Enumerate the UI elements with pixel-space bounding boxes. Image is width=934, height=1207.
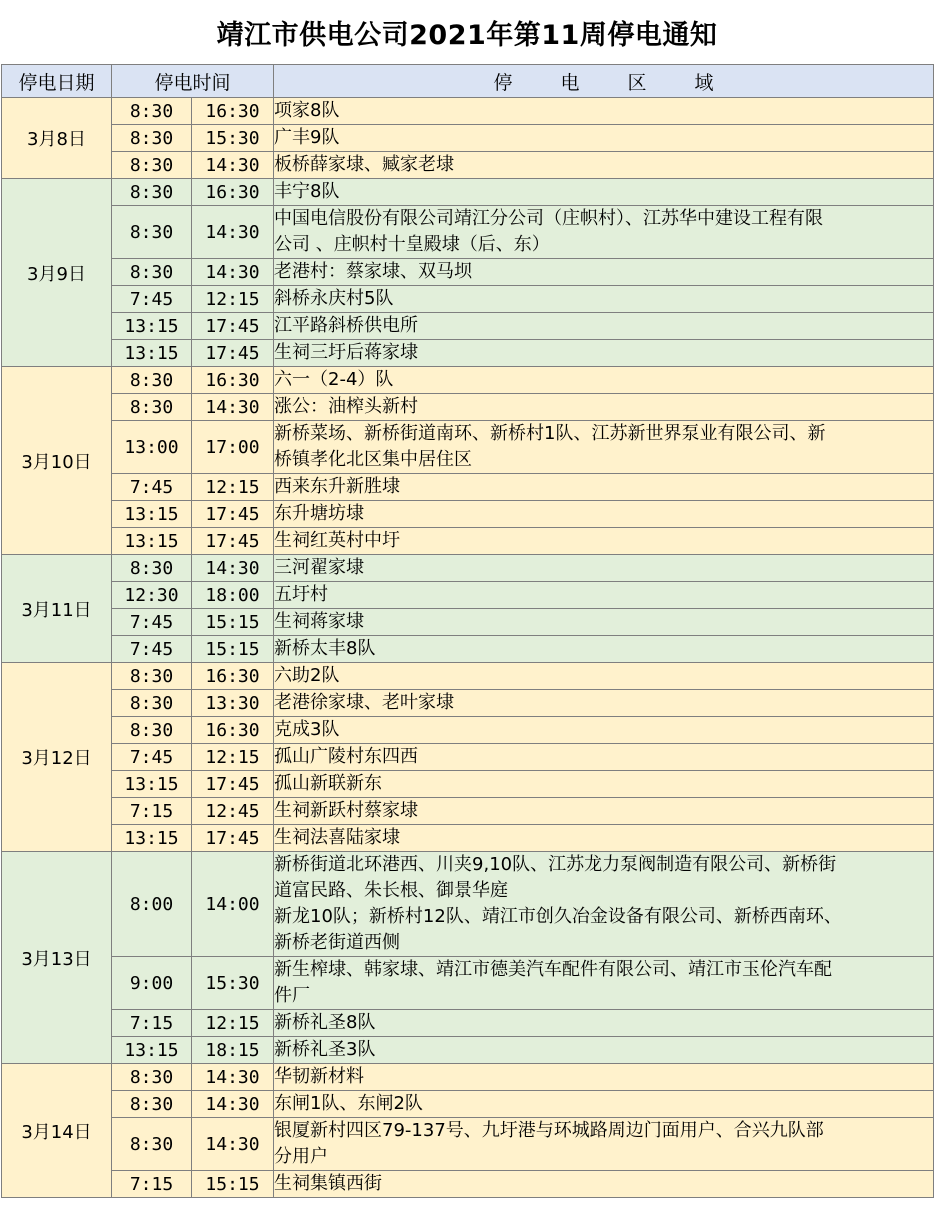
end-time-cell: 14:30 (192, 152, 274, 179)
header-row (2, 65, 934, 98)
table-row (2, 179, 934, 206)
area-cell (274, 152, 934, 179)
end-time-cell: 16:30 (192, 663, 274, 690)
area-line: 广丰9队 (274, 127, 340, 148)
date-cell: 3月9日 (2, 179, 112, 367)
area-cell (274, 1118, 934, 1171)
table-row (2, 798, 934, 825)
table-row (2, 1118, 934, 1171)
end-time-cell: 12:15 (192, 474, 274, 501)
area-line: 板桥薛家埭、臧家老埭 (274, 154, 455, 175)
table-row (2, 528, 934, 555)
start-time-cell: 8:30 (112, 717, 192, 744)
table-row (2, 957, 934, 1010)
start-time-cell: 7:45 (112, 744, 192, 771)
area-cell (274, 1091, 934, 1118)
end-time-cell: 15:30 (192, 957, 274, 1010)
start-time-cell: 13:15 (112, 528, 192, 555)
table-row (2, 609, 934, 636)
area-cell (274, 663, 934, 690)
outage-table (1, 64, 934, 1198)
area-cell (274, 501, 934, 528)
area-line: 西来东升新胜埭 (274, 476, 401, 497)
table-row (2, 1171, 934, 1198)
table-row (2, 421, 934, 474)
start-time-cell: 7:45 (112, 286, 192, 313)
area-line: 新龙10队；新桥村12队、靖江市创久冶金设备有限公司、新桥西南环、 (274, 906, 842, 927)
end-time-cell: 16:30 (192, 98, 274, 125)
area-line: 老港村：蔡家埭、双马坝 (274, 261, 473, 282)
start-time-cell: 8:30 (112, 690, 192, 717)
table-row (2, 771, 934, 798)
area-cell (274, 690, 934, 717)
table-row (2, 1064, 934, 1091)
area-cell (274, 1064, 934, 1091)
start-time-cell: 8:30 (112, 1064, 192, 1091)
table-row (2, 1010, 934, 1037)
area-line: 丰宁8队 (274, 181, 340, 202)
table-row (2, 206, 934, 259)
table-row (2, 394, 934, 421)
start-time-cell: 7:45 (112, 474, 192, 501)
area-line: 五圩村 (274, 584, 329, 605)
area-cell (274, 825, 934, 852)
area-cell (274, 98, 934, 125)
area-cell (274, 1037, 934, 1064)
end-time-cell: 17:45 (192, 528, 274, 555)
date-cell: 3月10日 (2, 367, 112, 555)
area-cell (274, 394, 934, 421)
end-time-cell: 14:30 (192, 1091, 274, 1118)
table-row (2, 286, 934, 313)
date-cell: 3月12日 (2, 663, 112, 852)
area-cell (274, 528, 934, 555)
end-time-cell: 14:30 (192, 555, 274, 582)
table-row (2, 501, 934, 528)
table-row (2, 152, 934, 179)
date-cell: 3月14日 (2, 1064, 112, 1198)
start-time-cell: 8:30 (112, 179, 192, 206)
area-cell (274, 798, 934, 825)
area-line: 公司 、庄帜村十皇殿埭（后、东） (274, 234, 550, 255)
start-time-cell: 9:00 (112, 957, 192, 1010)
table-row (2, 852, 934, 957)
start-time-cell: 8:30 (112, 1091, 192, 1118)
table-row (2, 555, 934, 582)
area-line: 新桥礼圣3队 (274, 1039, 376, 1060)
end-time-cell: 15:15 (192, 1171, 274, 1198)
table-row (2, 825, 934, 852)
area-cell (274, 286, 934, 313)
area-line: 三河翟家埭 (274, 557, 365, 578)
area-cell (274, 1171, 934, 1198)
date-cell: 3月13日 (2, 852, 112, 1064)
end-time-cell: 14:00 (192, 852, 274, 957)
date-cell: 3月11日 (2, 555, 112, 663)
table-row (2, 582, 934, 609)
table-row (2, 1037, 934, 1064)
start-time-cell: 13:15 (112, 340, 192, 367)
end-time-cell: 13:30 (192, 690, 274, 717)
start-time-cell: 8:30 (112, 259, 192, 286)
header-date: 停电日期 (2, 65, 112, 98)
area-cell (274, 636, 934, 663)
area-line: 克成3队 (274, 719, 340, 740)
start-time-cell: 8:30 (112, 98, 192, 125)
end-time-cell: 14:30 (192, 1118, 274, 1171)
area-cell (274, 125, 934, 152)
table-row (2, 474, 934, 501)
end-time-cell: 18:15 (192, 1037, 274, 1064)
area-cell (274, 609, 934, 636)
start-time-cell: 8:00 (112, 852, 192, 957)
start-time-cell: 13:15 (112, 1037, 192, 1064)
area-line: 新桥礼圣8队 (274, 1012, 376, 1033)
end-time-cell: 14:30 (192, 206, 274, 259)
end-time-cell: 17:45 (192, 771, 274, 798)
area-line: 华韧新材料 (274, 1066, 365, 1087)
table-row (2, 259, 934, 286)
start-time-cell: 13:15 (112, 825, 192, 852)
end-time-cell: 12:15 (192, 1010, 274, 1037)
table-row (2, 663, 934, 690)
start-time-cell: 13:00 (112, 421, 192, 474)
area-cell (274, 582, 934, 609)
start-time-cell: 8:30 (112, 663, 192, 690)
area-line: 涨公：油榨头新村 (274, 396, 419, 417)
area-cell (274, 259, 934, 286)
start-time-cell: 8:30 (112, 367, 192, 394)
area-cell (274, 957, 934, 1010)
end-time-cell: 16:30 (192, 717, 274, 744)
area-line: 新桥菜场、新桥街道南环、新桥村1队、江苏新世界泵业有限公司、新 (274, 423, 826, 444)
start-time-cell: 13:15 (112, 771, 192, 798)
end-time-cell: 16:30 (192, 367, 274, 394)
end-time-cell: 12:15 (192, 286, 274, 313)
end-time-cell: 12:15 (192, 744, 274, 771)
area-cell (274, 474, 934, 501)
area-cell (274, 340, 934, 367)
table-row (2, 367, 934, 394)
area-line: 生祠新跃村蔡家埭 (274, 800, 419, 821)
table-row (2, 690, 934, 717)
start-time-cell: 7:45 (112, 609, 192, 636)
table-row (2, 744, 934, 771)
table-body (2, 98, 934, 1198)
area-cell (274, 771, 934, 798)
area-cell (274, 179, 934, 206)
area-line: 新生榨埭、韩家埭、靖江市德美汽车配件有限公司、靖江市玉伦汽车配 (274, 959, 833, 980)
table-row (2, 340, 934, 367)
end-time-cell: 14:30 (192, 394, 274, 421)
start-time-cell: 8:30 (112, 555, 192, 582)
area-line: 生祠三圩后蒋家埭 (274, 342, 419, 363)
start-time-cell: 13:15 (112, 313, 192, 340)
area-line: 件厂 (274, 985, 311, 1006)
date-cell: 3月8日 (2, 98, 112, 179)
end-time-cell: 12:45 (192, 798, 274, 825)
area-line: 新桥老街道西侧 (274, 932, 401, 953)
end-time-cell: 17:45 (192, 825, 274, 852)
start-time-cell: 8:30 (112, 1118, 192, 1171)
area-line: 六助2队 (274, 665, 340, 686)
area-line: 新桥街道北环港西、川夹9,10队、江苏龙力泵阀制造有限公司、新桥街 (274, 854, 837, 875)
area-line: 斜桥永庆村5队 (274, 288, 394, 309)
table-row (2, 125, 934, 152)
start-time-cell: 12:30 (112, 582, 192, 609)
end-time-cell: 15:15 (192, 609, 274, 636)
area-line: 孤山广陵村东四西 (274, 746, 419, 767)
area-cell (274, 1010, 934, 1037)
page-title: 靖江市供电公司2021年第11周停电通知 (216, 19, 718, 51)
area-line: 六一（2-4）队 (274, 369, 394, 390)
end-time-cell: 17:45 (192, 501, 274, 528)
start-time-cell: 7:15 (112, 798, 192, 825)
area-line: 生祠红英村中圩 (274, 530, 401, 551)
area-cell (274, 555, 934, 582)
area-line: 项家8队 (274, 100, 340, 121)
area-cell (274, 852, 934, 957)
area-cell (274, 717, 934, 744)
start-time-cell: 8:30 (112, 125, 192, 152)
table-row (2, 717, 934, 744)
end-time-cell: 17:45 (192, 340, 274, 367)
end-time-cell: 17:00 (192, 421, 274, 474)
area-cell (274, 421, 934, 474)
start-time-cell: 8:30 (112, 394, 192, 421)
table-row (2, 313, 934, 340)
end-time-cell: 15:30 (192, 125, 274, 152)
area-line: 生祠集镇西街 (274, 1173, 383, 1194)
area-line: 生祠蒋家埭 (274, 611, 365, 632)
area-line: 孤山新联新东 (274, 773, 383, 794)
area-line: 新桥太丰8队 (274, 638, 376, 659)
end-time-cell: 14:30 (192, 259, 274, 286)
area-line: 老港徐家埭、老叶家埭 (274, 692, 455, 713)
area-line: 江平路斜桥供电所 (274, 315, 419, 336)
table-row (2, 636, 934, 663)
area-line: 银厦新村四区79-137号、九圩港与环城路周边门面用户、合兴九队部 (274, 1120, 824, 1141)
area-line: 中国电信股份有限公司靖江分公司（庄帜村）、江苏华中建设工程有限 (274, 208, 824, 229)
area-line: 道富民路、朱长根、御景华庭 (274, 880, 509, 901)
area-line: 分用户 (274, 1146, 329, 1167)
area-line: 东闸1队、东闸2队 (274, 1093, 423, 1114)
table-row (2, 98, 934, 125)
area-cell (274, 313, 934, 340)
area-cell (274, 744, 934, 771)
table-row (2, 1091, 934, 1118)
start-time-cell: 7:15 (112, 1010, 192, 1037)
start-time-cell: 7:15 (112, 1171, 192, 1198)
end-time-cell: 18:00 (192, 582, 274, 609)
header-area: 停电区域 (274, 65, 934, 98)
start-time-cell: 8:30 (112, 206, 192, 259)
area-line: 生祠法喜陆家埭 (274, 827, 401, 848)
start-time-cell: 7:45 (112, 636, 192, 663)
area-line: 东升塘坊埭 (274, 503, 365, 524)
end-time-cell: 17:45 (192, 313, 274, 340)
start-time-cell: 13:15 (112, 501, 192, 528)
area-line: 桥镇孝化北区集中居住区 (274, 449, 473, 470)
area-cell (274, 367, 934, 394)
end-time-cell: 14:30 (192, 1064, 274, 1091)
header-time: 停电时间 (112, 65, 274, 98)
end-time-cell: 15:15 (192, 636, 274, 663)
start-time-cell: 8:30 (112, 152, 192, 179)
end-time-cell: 16:30 (192, 179, 274, 206)
area-cell (274, 206, 934, 259)
